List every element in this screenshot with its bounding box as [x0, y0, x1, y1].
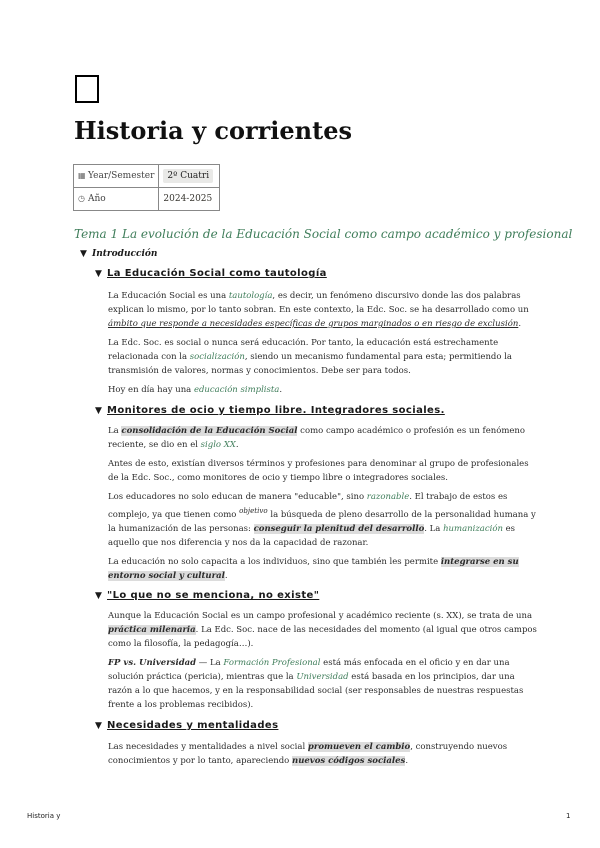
property-value[interactable]	[159, 165, 220, 188]
toggle-introduccion[interactable]: ▼ Introducción	[80, 249, 158, 259]
calendar-icon: ▦	[78, 171, 86, 180]
triangle-down-icon[interactable]: ▼	[95, 406, 103, 416]
clock-icon: ◷	[78, 194, 85, 203]
toggle-necesidades[interactable]: ▼ Necesidades y mentalidades	[95, 720, 279, 731]
property-row	[74, 188, 220, 211]
triangle-down-icon[interactable]: ▼	[95, 269, 103, 279]
toggle-monitores[interactable]: ▼ Monitores de ocio y tiempo libre. Integradores sociales.	[95, 405, 445, 416]
paragraph: Aunque la Educación Social es un campo profesional y académico reciente (s. XX), se trata de una práctica milenaria. La Edc. Soc. nace de las necesidades del momento (al igual que otros campos como la filosofía, la pedagogía…).	[108, 611, 537, 649]
paragraph: Hoy en día hay una educación simplista.	[108, 385, 283, 395]
section-body	[108, 740, 538, 773]
property-label: ▦ Year/Semester	[74, 165, 159, 188]
paragraph: La Edc. Soc. es social o nunca será educación. Por tanto, la educación está estrechamente relacionada con la socialización, siendo un mecanismo fundamental para esta; permitiendo la transmisión de valores, normas y conocimientos. Debe ser para todos.	[108, 338, 512, 376]
paragraph: Antes de esto, existían diversos términos y profesiones para denominar al grupo de profesionales de la Edc. Soc., como monitores de ocio y tiempo libre o integradores sociales.	[108, 459, 529, 483]
triangle-down-icon[interactable]: ▼	[80, 249, 87, 259]
property-row	[74, 165, 220, 188]
page-icon	[75, 75, 99, 103]
paragraph: La consolidación de la Educación Social como campo académico o profesión es un fenómeno reciente, se dio en el siglo XX.	[108, 426, 526, 450]
paragraph: Los educadores no solo educan de manera "educable", sino razonable. El trabajo de estos es complejo, ya que tienen como $^{objetivo}$ la búsqueda de pleno desarrollo de la personalidad humana y la humanización de las personas: conseguir la plenitud del desarrollo. La humanización es aquello que nos diferencia y nos da la capacidad de razonar.	[108, 492, 536, 548]
properties-table	[73, 164, 220, 211]
paragraph: FP vs. Universidad — La Formación Profesional está más enfocada en el oficio y en dar una solución práctica (pericia), mientras que la Universidad está basada en los principios, dar una razón a lo que hacemos, y en la responsabilidad social (ser responsables de nuestras respuestas frente a los problemas recibidos).	[108, 658, 524, 710]
triangle-down-icon[interactable]: ▼	[95, 591, 103, 601]
page-title: Historia y corrientes	[74, 116, 352, 145]
toggle-lo-que-no-se-menciona[interactable]: ▼ "Lo que no se menciona, no existe"	[95, 590, 320, 601]
page-number: 1	[566, 812, 571, 820]
section-body	[108, 424, 538, 588]
toggle-tautologia[interactable]: ▼ La Educación Social como tautología	[95, 268, 327, 279]
triangle-down-icon[interactable]: ▼	[95, 721, 103, 731]
section-body	[108, 289, 538, 402]
paragraph: Las necesidades y mentalidades a nivel social promueven el cambio, construyendo nuevos conocimientos y por lo tanto, apareciendo nuevos códigos sociales.	[108, 742, 508, 766]
paragraph: La educación no solo capacita a los individuos, sino que también les permite integrarse en su entorno social y cultural.	[108, 556, 519, 581]
paragraph: La Educación Social es una tautología, es decir, un fenómeno discursivo donde las dos palabras explican lo mismo, por lo tanto sobran. En este contexto, la Edc. Soc. se ha desarrollado como un ámbito que responde a necesidades específicas de grupos marginados o en riesgo de exclusión.	[108, 291, 529, 329]
footer-title: Historia y	[27, 812, 61, 820]
property-label: ◷ Año	[74, 188, 159, 211]
section-heading: Tema 1 La evolución de la Educación Social como campo académico y profesional	[74, 227, 573, 241]
property-value[interactable]: 2024-2025	[159, 188, 220, 211]
section-body	[108, 609, 538, 717]
select-chip[interactable]: 2º Cuatri	[163, 169, 213, 183]
